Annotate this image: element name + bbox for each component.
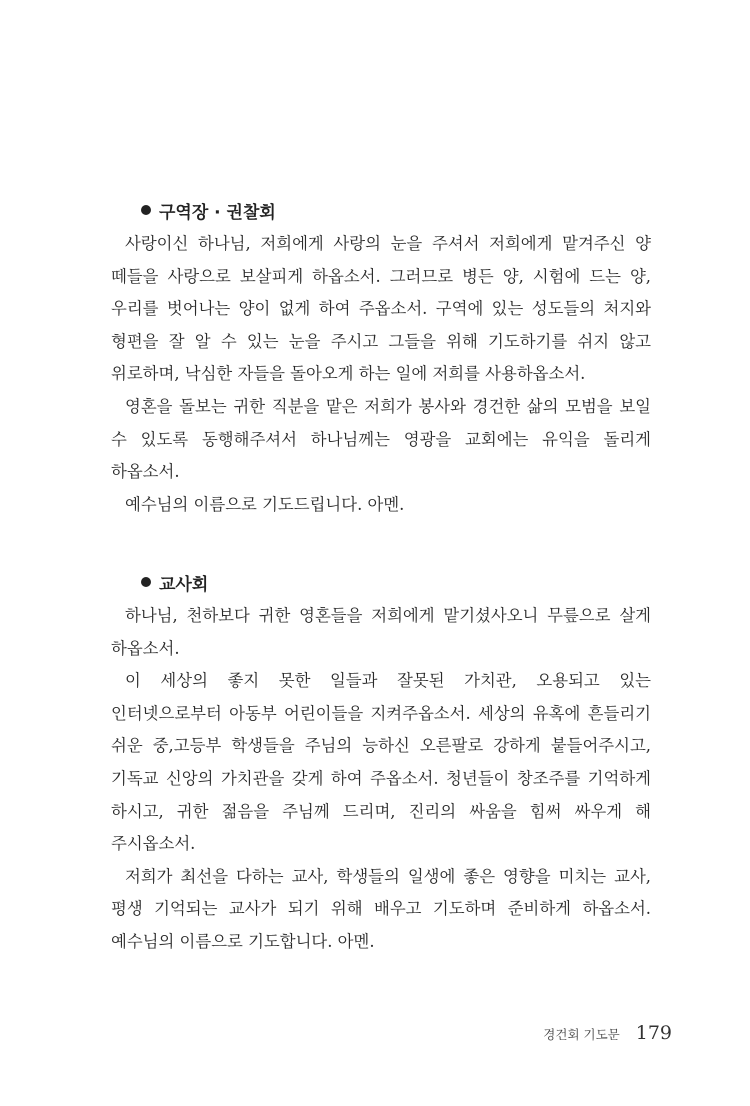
- prayer-paragraph: 이 세상의 좋지 못한 일들과 잘못된 가치관, 오용되고 있는 인터넷으로부터 아동부 어린이들을 지켜주옵소서. 세상의 유혹에 흔들리기 쉬운 중,고등부 학생들을 주님의 능하신 오른팔로 강하게 붙들어주시고, 기독교 신앙의 가치관을 갖게 하여 주옵소서. 청년들이 창조주를 기억하게 하시고, 귀한 젊음을 주님께 드리며, 진리의 싸움을 힘써 싸우게 해 주시옵소서.: [111, 671, 651, 854]
- prayer-section-teachers: [111, 568, 651, 959]
- page-footer: [0, 1022, 672, 1044]
- prayer-body: [111, 600, 651, 959]
- section-heading-text: 구역장 · 권찰회: [159, 202, 276, 223]
- page-number: 179: [635, 1022, 672, 1044]
- prayer-section-district-leaders: [111, 196, 651, 521]
- running-footer-title: 경건회 기도문: [543, 1027, 620, 1042]
- prayer-paragraph: 사랑이신 하나님, 저희에게 사랑의 눈을 주셔서 저희에게 맡겨주신 양 떼들을 사랑으로 보살피게 하옵소서. 그러므로 병든 양, 시험에 드는 양, 우리를 벗어나는 양이 없게 하여 주옵소서. 구역에 있는 성도들의 처지와 형편을 잘 알 수 있는 눈을 주시고 그들을 위해 기도하기를 쉬지 않고 위로하며, 낙심한 자들을 돌아오게 하는 일에 저희를 사용하옵소서.: [111, 234, 651, 384]
- prayer-paragraph: 저희가 최선을 다하는 교사, 학생들의 일생에 좋은 영향을 미치는 교사, 평생 기억되는 교사가 되기 위해 배우고 기도하며 준비하게 하옵소서. 예수님의 이름으로 기도합니다. 아멘.: [111, 866, 651, 951]
- prayer-paragraph: 예수님의 이름으로 기도드립니다. 아멘.: [125, 494, 405, 514]
- prayer-body: [111, 228, 651, 521]
- bullet-icon: [141, 577, 151, 587]
- section-heading: [141, 196, 651, 224]
- section-heading: [141, 568, 651, 596]
- prayer-paragraph: 하나님, 천하보다 귀한 영혼들을 저희에게 맡기셨사오니 무릎으로 살게 하옵소서.: [111, 606, 651, 658]
- bullet-icon: [141, 205, 151, 215]
- prayer-paragraph: 영혼을 돌보는 귀한 직분을 맡은 저희가 봉사와 경건한 삶의 모범을 보일 수 있도록 동행해주셔서 하나님께는 영광을 교회에는 유익을 돌리게 하옵소서.: [111, 396, 651, 482]
- section-heading-text: 교사회: [159, 574, 209, 595]
